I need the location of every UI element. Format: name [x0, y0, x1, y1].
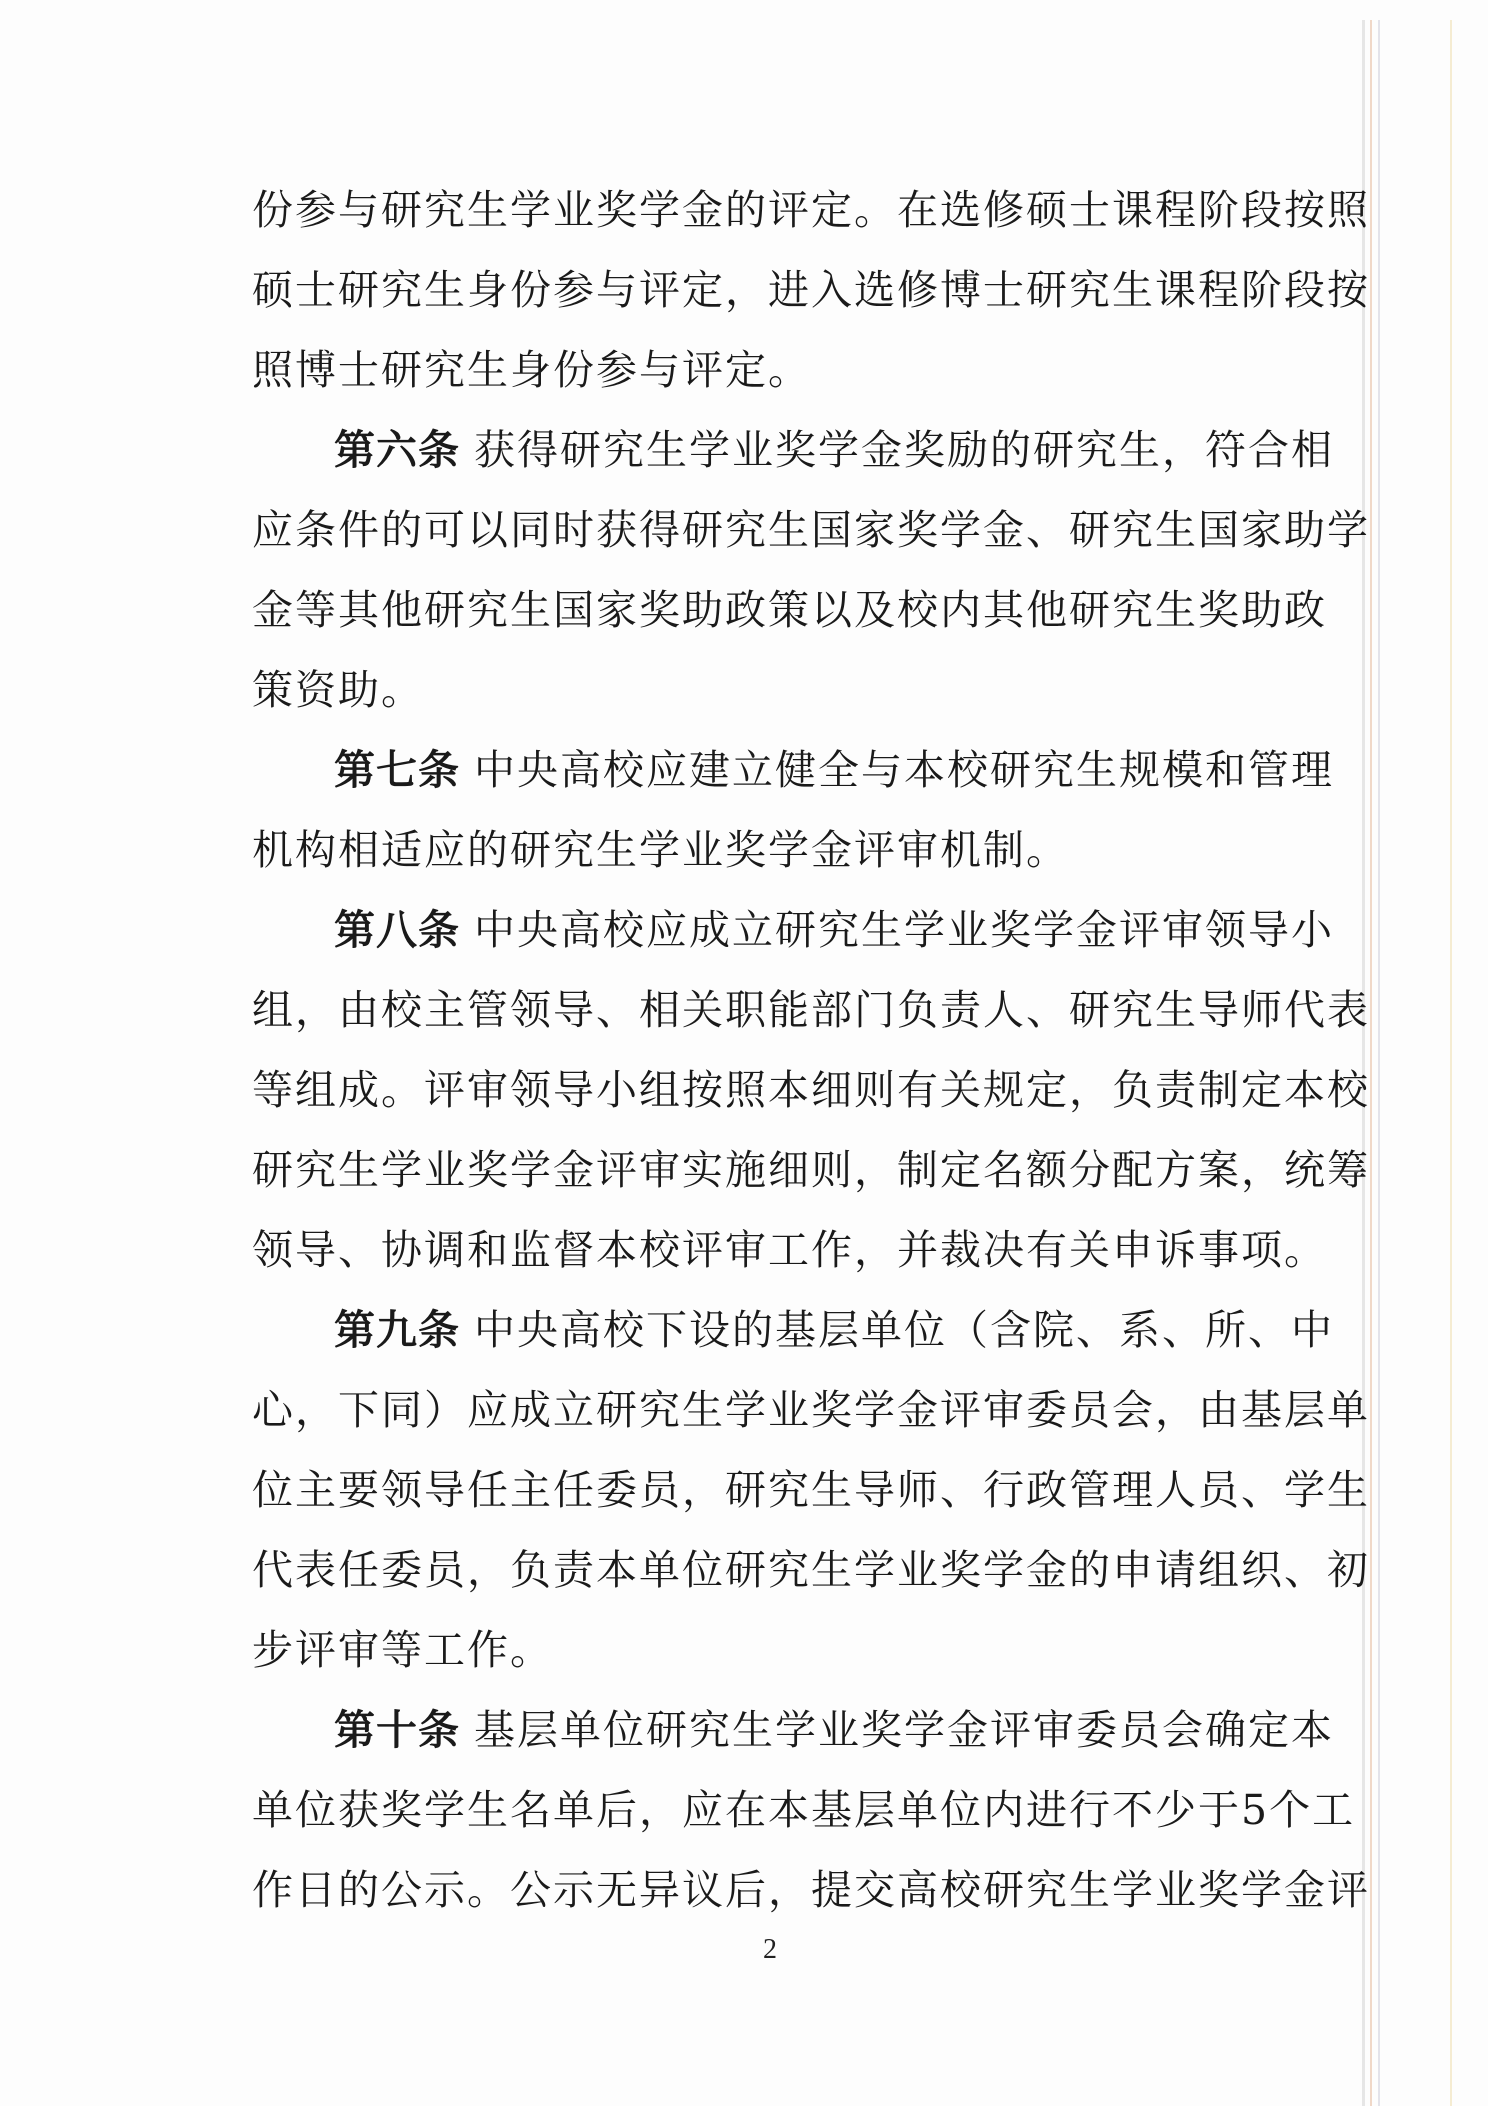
article-heading: 第六条	[334, 426, 460, 474]
line-text: 机构相适应的研究生学业奖学金评审机制。	[252, 826, 1069, 874]
paragraph-line	[252, 1300, 1334, 1360]
paragraph-line	[252, 1620, 1288, 1680]
paragraph-line	[252, 260, 1370, 320]
paragraph-line	[252, 1140, 1370, 1200]
scan-edge-line	[1362, 20, 1365, 2106]
line-text: 单位获奖学生名单后，应在本基层单位内进行不少于5个工	[252, 1786, 1356, 1834]
line-text: 研究生学业奖学金评审实施细则，制定名额分配方案，统筹	[252, 1146, 1370, 1194]
article-heading: 第九条	[334, 1306, 460, 1354]
paragraph-line	[252, 980, 1370, 1040]
line-text: 步评审等工作。	[252, 1626, 553, 1674]
paragraph-line	[252, 580, 1327, 640]
paragraph-line	[252, 180, 1370, 240]
paragraph-line	[252, 420, 1334, 480]
paragraph-line	[252, 340, 1288, 400]
line-text: 等组成。评审领导小组按照本细则有关规定，负责制定本校	[252, 1066, 1370, 1114]
line-text: 照博士研究生身份参与评定。	[252, 346, 811, 394]
article-heading: 第八条	[334, 906, 460, 954]
line-text: 中央高校下设的基层单位（含院、系、所、中	[474, 1306, 1334, 1354]
line-text: 中央高校应成立研究生学业奖学金评审领导小	[474, 906, 1334, 954]
scan-edge-line	[1370, 20, 1372, 2106]
paragraph-line	[252, 1540, 1370, 1600]
scan-edge-line	[1378, 20, 1380, 2106]
line-text: 应条件的可以同时获得研究生国家奖学金、研究生国家助学	[252, 506, 1370, 554]
paragraph-line	[252, 820, 1288, 880]
paragraph-line	[252, 1220, 1327, 1280]
line-text: 中央高校应建立健全与本校研究生规模和管理	[474, 746, 1334, 794]
line-text: 组，由校主管领导、相关职能部门负责人、研究生导师代表	[252, 986, 1370, 1034]
paragraph-line	[252, 660, 1288, 720]
paragraph-line	[252, 1780, 1356, 1840]
line-text: 策资助。	[252, 666, 424, 714]
page-number: 2	[763, 1934, 777, 1965]
article-heading: 第十条	[334, 1706, 460, 1754]
line-text: 获得研究生学业奖学金奖励的研究生，符合相	[474, 426, 1334, 474]
paragraph-line	[252, 740, 1334, 800]
paragraph-line	[252, 1460, 1370, 1520]
paragraph-line	[252, 1060, 1370, 1120]
paragraph-line	[252, 1700, 1334, 1760]
paragraph-line	[252, 1380, 1370, 1440]
line-text: 份参与研究生学业奖学金的评定。在选修硕士课程阶段按照	[252, 186, 1370, 234]
paragraph-line	[252, 1860, 1370, 1920]
article-heading: 第七条	[334, 746, 460, 794]
line-text: 基层单位研究生学业奖学金评审委员会确定本	[474, 1706, 1334, 1754]
line-text: 领导、协调和监督本校评审工作，并裁决有关申诉事项。	[252, 1226, 1327, 1274]
paragraph-line	[252, 500, 1370, 560]
scan-edge-line	[1450, 20, 1452, 2106]
line-text: 金等其他研究生国家奖助政策以及校内其他研究生奖助政	[252, 586, 1327, 634]
line-text: 位主要领导任主任委员，研究生导师、行政管理人员、学生	[252, 1466, 1370, 1514]
line-text: 心，下同）应成立研究生学业奖学金评审委员会，由基层单	[252, 1386, 1370, 1434]
line-text: 硕士研究生身份参与评定，进入选修博士研究生课程阶段按	[252, 266, 1370, 314]
paragraph-line	[252, 900, 1334, 960]
line-text: 作日的公示。公示无异议后，提交高校研究生学业奖学金评	[252, 1866, 1370, 1914]
line-text: 代表任委员，负责本单位研究生学业奖学金的申请组织、初	[252, 1546, 1370, 1594]
